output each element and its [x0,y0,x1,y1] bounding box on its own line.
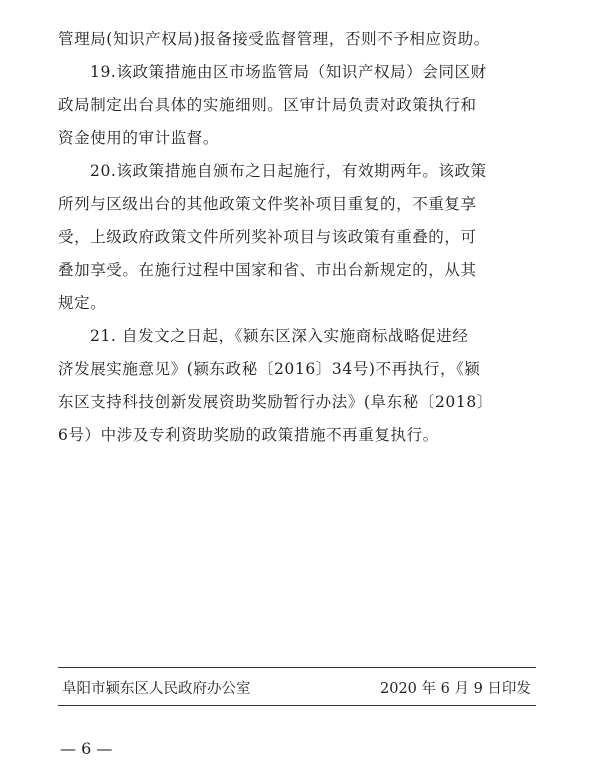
paragraph-line: 20.该政策措施自颁布之日起施行，有效期两年。该政策 [90,162,487,180]
paragraph-line: 叠加享受。在施行过程中国家和省、市出台新规定的，从其 [58,261,477,279]
paragraph-line: 6号）中涉及专利资助奖励的政策措施不再重复执行。 [58,426,439,444]
footer-bottom-rule [58,705,536,706]
paragraph-line: 济发展实施意见》(颍东政秘〔2016〕34号)不再执行，《颍 [58,360,481,378]
paragraph-line: 规定。 [58,294,107,312]
page-number: — 6 — [60,739,113,758]
paragraph-line: 政局制定出台具体的实施细则。区审计局负责对政策执行和 [58,96,477,114]
footer-top-rule [58,667,536,668]
footer-date: 2020 年 6 月 9 日印发 [380,681,531,697]
footer-issuer: 阜阳市颍东区人民政府办公室 [62,681,251,697]
paragraph-line: 管理局(知识产权局)报备接受监督管理，否则不予相应资助。 [58,30,490,48]
paragraph-line: 资金使用的审计监督。 [58,129,220,147]
paragraph-line: 21. 自发文之日起，《颍东区深入实施商标战略促进经 [90,327,469,345]
paragraph-line: 受，上级政府政策文件所列奖补项目与该政策有重叠的，可 [58,228,477,246]
paragraph-line: 所列与区级出台的其他政策文件奖补项目重复的，不重复享 [58,195,477,213]
paragraph-line: 19.该政策措施由区市场监管局（知识产权局）会同区财 [90,63,487,81]
paragraph-line: 东区支持科技创新发展资助奖励暂行办法》(阜东秘〔2018〕 [58,393,493,411]
